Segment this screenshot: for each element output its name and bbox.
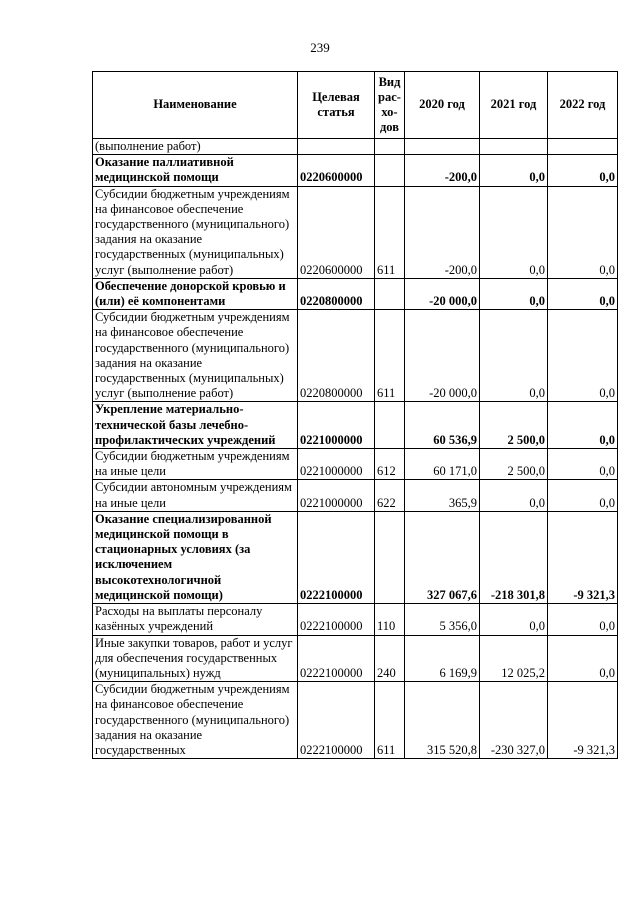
- table-header-row: [93, 72, 618, 139]
- header-code: [298, 72, 375, 139]
- cell-code: 0222100000: [298, 635, 375, 682]
- cell-type: [375, 402, 405, 449]
- header-type-line: хо-: [381, 105, 398, 119]
- cell-name: Субсидии бюджетным учреждениям на иные цели: [93, 449, 298, 480]
- page-number: 239: [310, 40, 330, 55]
- cell-2022: 0,0: [548, 635, 618, 682]
- cell-2020: -200,0: [405, 186, 480, 278]
- cell-2022: 0,0: [548, 449, 618, 480]
- cell-type: 611: [375, 682, 405, 759]
- cell-2022: 0,0: [548, 278, 618, 309]
- table-row: [93, 511, 618, 603]
- cell-name: Укрепление материально-технической базы лечебно-профилактических учреждений: [93, 402, 298, 449]
- cell-2022: 0,0: [548, 186, 618, 278]
- cell-2021: -218 301,8: [480, 511, 548, 603]
- cell-code: 0221000000: [298, 449, 375, 480]
- cell-code: 0222100000: [298, 682, 375, 759]
- cell-code: 0221000000: [298, 480, 375, 511]
- cell-2021: 12 025,2: [480, 635, 548, 682]
- cell-2022: 0,0: [548, 604, 618, 635]
- header-type: [375, 72, 405, 139]
- table-row: [93, 480, 618, 511]
- cell-2021: 2 500,0: [480, 402, 548, 449]
- cell-2020: 6 169,9: [405, 635, 480, 682]
- cell-2021: 0,0: [480, 604, 548, 635]
- cell-type: 110: [375, 604, 405, 635]
- table-row: [93, 682, 618, 759]
- cell-2021: 0,0: [480, 310, 548, 402]
- cell-type: [375, 155, 405, 186]
- header-type-line: Вид: [378, 74, 401, 89]
- cell-code: 0222100000: [298, 604, 375, 635]
- table-row: [93, 635, 618, 682]
- table-row: [93, 604, 618, 635]
- table-row: [93, 402, 618, 449]
- cell-2021: 0,0: [480, 480, 548, 511]
- cell-2020: -20 000,0: [405, 278, 480, 309]
- cell-type: 240: [375, 635, 405, 682]
- header-2022: 2022 год: [548, 72, 618, 139]
- table-row: [93, 155, 618, 186]
- cell-2022: [548, 139, 618, 155]
- cell-2020: 60 536,9: [405, 402, 480, 449]
- header-type-line: рас-: [378, 89, 401, 104]
- cell-name: Расходы на выплаты персоналу казённых учреждений: [93, 604, 298, 635]
- cell-type: [375, 139, 405, 155]
- header-name: Наименование: [93, 72, 298, 139]
- cell-2022: -9 321,3: [548, 511, 618, 603]
- cell-name: Оказание специализированной медицинской помощи в стационарных условиях (за исключением высокотехнологичной медицинской помощи): [93, 511, 298, 603]
- cell-2021: -230 327,0: [480, 682, 548, 759]
- cell-code: 0220800000: [298, 278, 375, 309]
- cell-name: Субсидии бюджетным учреждениям на финансовое обеспечение государственного (муниципального) задания на оказание государственных (муниципальных) услуг (выполнение работ): [93, 310, 298, 402]
- cell-type: [375, 278, 405, 309]
- cell-2020: 315 520,8: [405, 682, 480, 759]
- cell-name: Субсидии автономным учреждениям на иные цели: [93, 480, 298, 511]
- table-row: [93, 139, 618, 155]
- header-type-line: дов: [379, 120, 399, 135]
- cell-type: 611: [375, 186, 405, 278]
- cell-type: [375, 511, 405, 603]
- cell-2020: -20 000,0: [405, 310, 480, 402]
- cell-2022: -9 321,3: [548, 682, 618, 759]
- cell-code: 0221000000: [298, 402, 375, 449]
- header-code-line: статья: [317, 105, 355, 119]
- cell-type: 622: [375, 480, 405, 511]
- cell-2022: 0,0: [548, 155, 618, 186]
- cell-name: Субсидии бюджетным учреждениям на финансовое обеспечение государственного (муниципального) задания на оказание государственных: [93, 682, 298, 759]
- cell-type: 611: [375, 310, 405, 402]
- cell-2021: 0,0: [480, 186, 548, 278]
- cell-code: [298, 139, 375, 155]
- header-2020: 2020 год: [405, 72, 480, 139]
- table-row: [93, 186, 618, 278]
- cell-2021: 0,0: [480, 155, 548, 186]
- cell-2021: 0,0: [480, 278, 548, 309]
- header-2021: 2021 год: [480, 72, 548, 139]
- cell-2020: [405, 139, 480, 155]
- table-row: [93, 310, 618, 402]
- cell-name: Оказание паллиативной медицинской помощи: [93, 155, 298, 186]
- cell-2020: 60 171,0: [405, 449, 480, 480]
- table-row: [93, 278, 618, 309]
- cell-2021: [480, 139, 548, 155]
- cell-name: (выполнение работ): [93, 139, 298, 155]
- header-code-line: Целевая: [312, 89, 360, 104]
- cell-code: 0222100000: [298, 511, 375, 603]
- cell-2020: 327 067,6: [405, 511, 480, 603]
- cell-2022: 0,0: [548, 310, 618, 402]
- cell-code: 0220600000: [298, 186, 375, 278]
- cell-code: 0220600000: [298, 155, 375, 186]
- cell-name: Обеспечение донорской кровью и (или) её компонентами: [93, 278, 298, 309]
- cell-type: 612: [375, 449, 405, 480]
- cell-name: Субсидии бюджетным учреждениям на финансовое обеспечение государственного (муниципального) задания на оказание государственных (муниципальных) услуг (выполнение работ): [93, 186, 298, 278]
- cell-2021: 2 500,0: [480, 449, 548, 480]
- cell-2022: 0,0: [548, 480, 618, 511]
- cell-2020: -200,0: [405, 155, 480, 186]
- cell-name: Иные закупки товаров, работ и услуг для обеспечения государственных (муниципальных) нужд: [93, 635, 298, 682]
- cell-2022: 0,0: [548, 402, 618, 449]
- cell-2020: 365,9: [405, 480, 480, 511]
- cell-code: 0220800000: [298, 310, 375, 402]
- cell-2020: 5 356,0: [405, 604, 480, 635]
- budget-table: [92, 71, 618, 759]
- table-row: [93, 449, 618, 480]
